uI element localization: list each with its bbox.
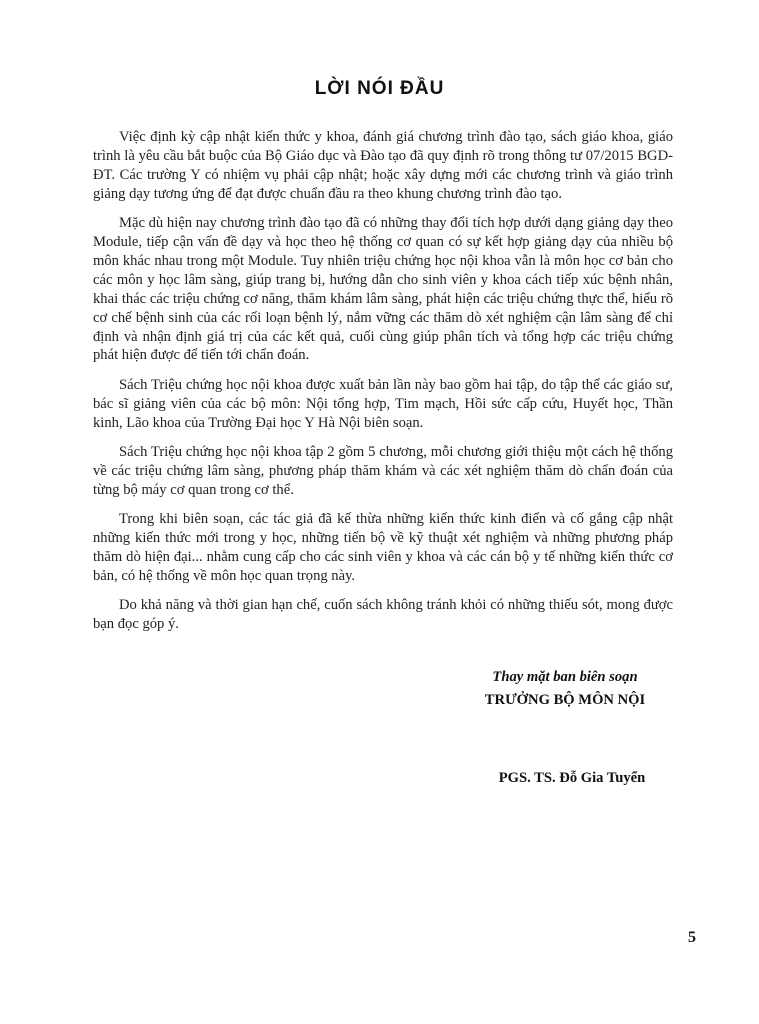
- paragraph-6: Do khả năng và thời gian hạn chế, cuốn sách không tránh khỏi có những thiếu sót, mong được bạn đọc góp ý.: [93, 597, 673, 633]
- paragraph-2: Mặc dù hiện nay chương trình đào tạo đã có những thay đổi tích hợp dưới dạng giảng dạy theo Module, tiếp cận vấn đề dạy và học theo hệ thống cơ quan có sự kết hợp giảng dạy của nhiều bộ môn khác nhau trong một Module. Tuy nhiên triệu chứng học nội khoa vẫn là môn học cơ bản cho các môn y học lâm sàng, giúp trang bị, hướng dẫn cho sinh viên y khoa cách tiếp xúc bệnh nhân, khai thác các triệu chứng cơ năng, thăm khám lâm sàng, phát hiện các triệu chứng thực thể, hiểu rõ cơ chế bệnh sinh của các rối loạn bệnh lý, nắm vững các thăm dò xét nghiệm cận lâm sàng để chỉ định và nhận định giá trị của các kết quả, cuối cùng giúp phân tích và tổng hợp các triệu chứng phát hiện được để tiến tới chẩn đoán.: [93, 215, 673, 364]
- paragraph-5: Trong khi biên soạn, các tác giả đã kế thừa những kiến thức kinh điển và cố gắng cập nhật những kiến thức mới trong y học, những tiến bộ về kỹ thuật xét nghiệm và những phương pháp thăm dò hiện đại... nhằm cung cấp cho các sinh viên y khoa và các cán bộ y tế những kiến thức cơ bản, có hệ thống về môn học quan trọng này.: [93, 511, 673, 585]
- signature-role: Thay mặt ban biên soạn: [492, 669, 638, 685]
- signature-title: TRƯỞNG BỘ MÔN NỘI: [484, 692, 646, 708]
- page-title: LỜI NÓI ĐẦU: [314, 78, 445, 99]
- paragraph-4: Sách Triệu chứng học nội khoa tập 2 gồm 5 chương, mỗi chương giới thiệu một cách hệ thống về các triệu chứng lâm sàng, phương pháp thăm khám và các xét nghiệm thăm dò chẩn đoán của từng bộ máy cơ quan trong cơ thể.: [93, 444, 673, 498]
- signature-name: PGS. TS. Đỗ Gia Tuyển: [498, 770, 646, 786]
- page-number: 5: [688, 929, 696, 946]
- paragraph-3: Sách Triệu chứng học nội khoa được xuất bản lần này bao gồm hai tập, do tập thể các giáo sư, bác sĩ giảng viên của các bộ môn: Nội tổng hợp, Tim mạch, Hồi sức cấp cứu, Huyết học, Thần kinh, Lão khoa của Trường Đại học Y Hà Nội biên soạn.: [93, 376, 673, 431]
- document-body: [93, 128, 673, 645]
- paragraph-1: Việc định kỳ cập nhật kiến thức y khoa, đánh giá chương trình đào tạo, sách giáo khoa, giáo trình là yêu cầu bắt buộc của Bộ Giáo dục và Đào tạo đã quy định rõ trong thông tư 07/2015 BGD-ĐT. Các trường Y có nhiệm vụ phải cập nhật; hoặc xây dựng mới các chương trình và giáo trình giảng dạy tương ứng để đạt được chuẩn đầu ra theo khung chương trình đào tạo.: [93, 129, 673, 202]
